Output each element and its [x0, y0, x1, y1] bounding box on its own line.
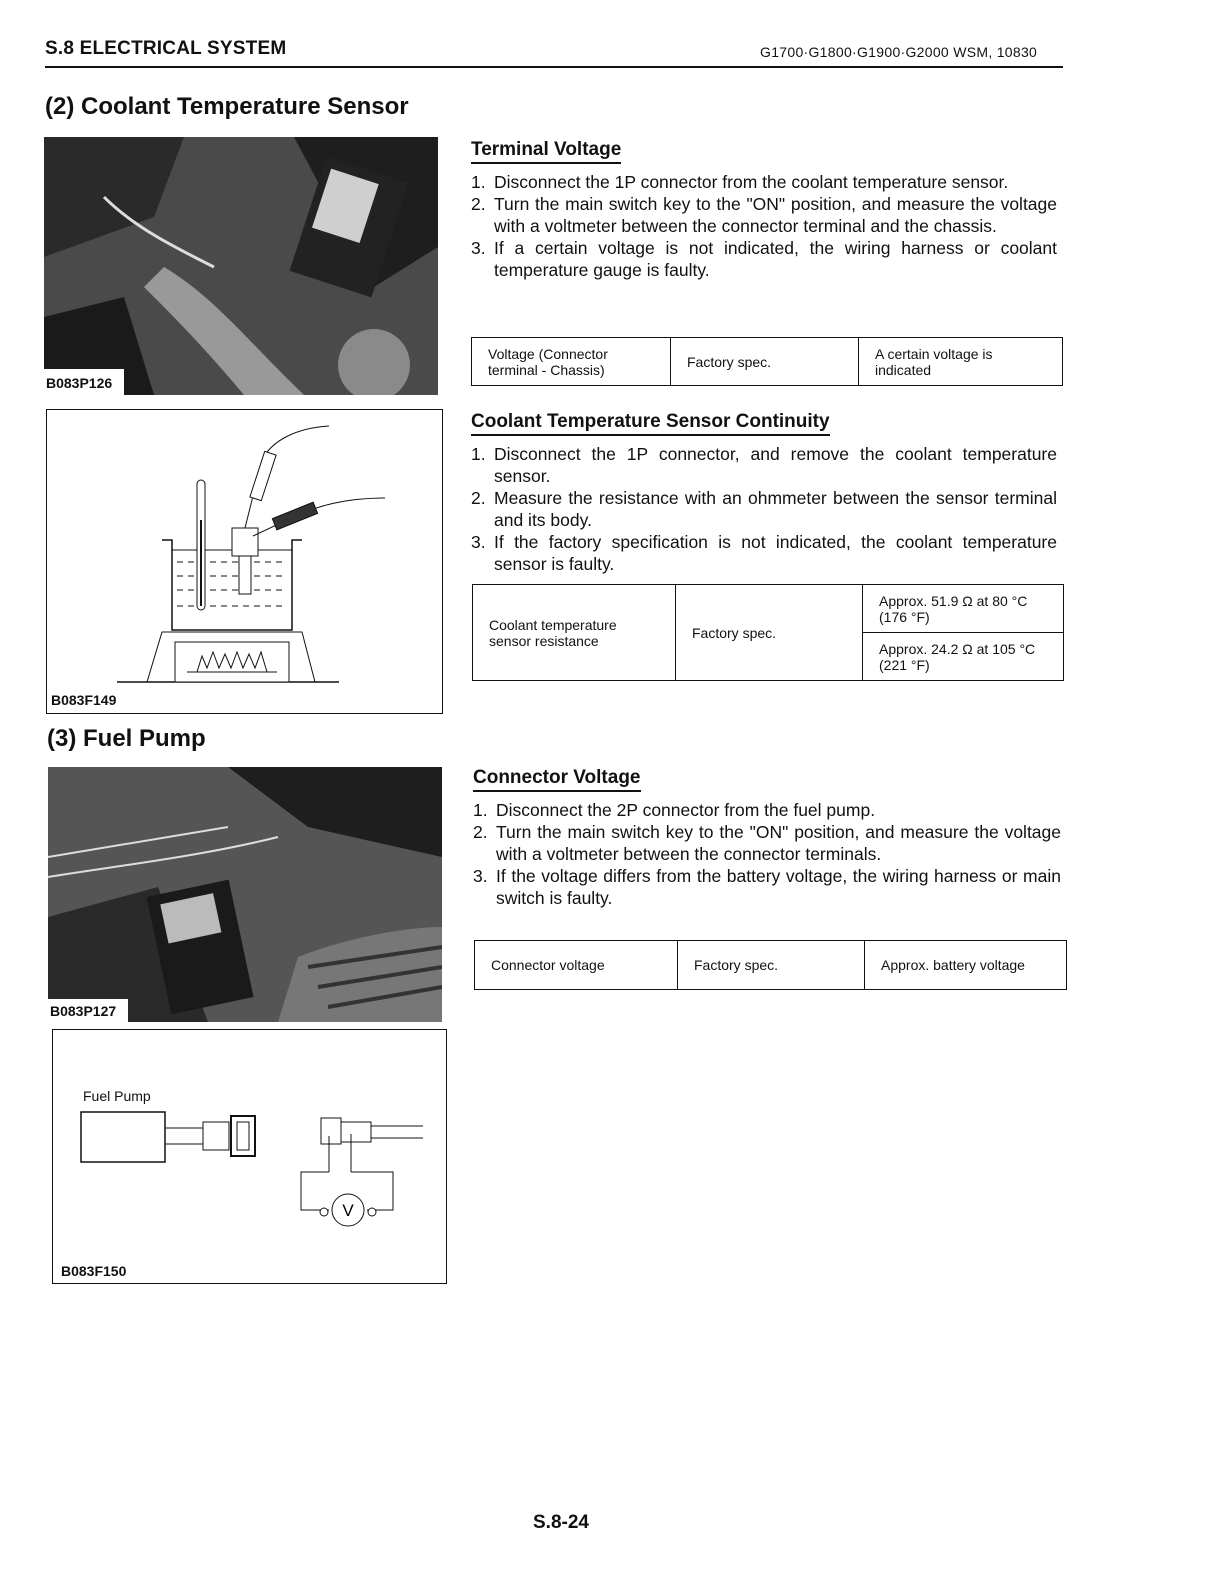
subtitle-terminal-voltage: Terminal Voltage — [471, 139, 621, 164]
spec-item-cell: Voltage (Connector terminal - Chassis) — [472, 338, 671, 386]
voltmeter-symbol: V — [342, 1201, 354, 1220]
header-rule — [45, 66, 1063, 68]
diagram1-label: B083F149 — [51, 692, 117, 708]
step-item: 3. If the factory specification is not indicated, the coolant temperature sensor is faulty. — [471, 532, 1057, 574]
photo1-label: B083P126 — [46, 375, 113, 391]
diagram2-label: B083F150 — [61, 1263, 127, 1279]
photo-fuel-pump — [48, 767, 442, 1022]
header-model-info: G1700·G1800·G1900·G2000 WSM, 10830 — [760, 44, 1038, 60]
continuity-steps — [471, 443, 1057, 575]
spec-value-cell: Approx. battery voltage — [865, 941, 1067, 990]
spec-item-cell: Coolant temperature sensor resistance — [473, 585, 676, 681]
spec-label-cell: Factory spec. — [671, 338, 859, 386]
spec-value-cell-80c: Approx. 51.9 Ω at 80 °C (176 °F) — [863, 585, 1064, 633]
spec-label-cell: Factory spec. — [676, 585, 863, 681]
header-section-title: S.8 ELECTRICAL SYSTEM — [45, 38, 287, 59]
section-title-fuel-pump: (3) Fuel Pump — [47, 725, 206, 752]
terminal-voltage-steps — [471, 171, 1057, 281]
continuity-spec-table — [472, 584, 1064, 681]
step-item: 1. Disconnect the 2P connector from the fuel pump. — [473, 800, 876, 820]
diagram-sensor-in-water — [46, 409, 443, 714]
step-item: 2. Turn the main switch key to the "ON" position, and measure the voltage with a voltmeter between the connector terminals. — [473, 822, 1061, 864]
connector-voltage-spec-table — [474, 940, 1067, 990]
fuel-pump-wiring-diagram — [53, 1030, 446, 1283]
photo-coolant-sensor-illustration — [44, 137, 438, 395]
spec-item-cell: Connector voltage — [475, 941, 678, 990]
section-title-coolant: (2) Coolant Temperature Sensor — [45, 93, 409, 120]
step-item: 1. Disconnect the 1P connector, and remove the coolant temperature sensor. — [471, 444, 1057, 486]
connector-voltage-steps — [473, 799, 1061, 909]
spec-label-cell: Factory spec. — [678, 941, 865, 990]
photo-coolant-sensor — [44, 137, 438, 395]
subtitle-connector-voltage: Connector Voltage — [473, 767, 641, 792]
step-item: 3. If the voltage differs from the battery voltage, the wiring harness or main switch is faulty. — [473, 866, 1061, 908]
spec-value-cell: A certain voltage is indicated — [859, 338, 1063, 386]
sensor-water-bath-diagram — [47, 410, 442, 713]
step-item: 2. Turn the main switch key to the "ON" position, and measure the voltage with a voltmeter between the connector terminal and the chassis. — [471, 194, 1057, 236]
photo2-label: B083P127 — [50, 1003, 117, 1019]
spec-value-cell-105c: Approx. 24.2 Ω at 105 °C (221 °F) — [863, 633, 1064, 681]
step-item: 1. Disconnect the 1P connector from the coolant temperature sensor. — [471, 172, 1009, 192]
fuel-pump-caption: Fuel Pump — [83, 1088, 151, 1104]
step-item: 2. Measure the resistance with an ohmmeter between the sensor terminal and its body. — [471, 488, 1057, 530]
subtitle-sensor-continuity: Coolant Temperature Sensor Continuity — [471, 411, 830, 436]
page-number: S.8-24 — [533, 1512, 589, 1533]
diagram-fuel-pump-connector — [52, 1029, 447, 1284]
photo-fuel-pump-illustration — [48, 767, 442, 1022]
step-item: 3. If a certain voltage is not indicated, the wiring harness or coolant temperature gauge is faulty. — [471, 238, 1057, 280]
terminal-voltage-spec-table — [471, 337, 1063, 386]
